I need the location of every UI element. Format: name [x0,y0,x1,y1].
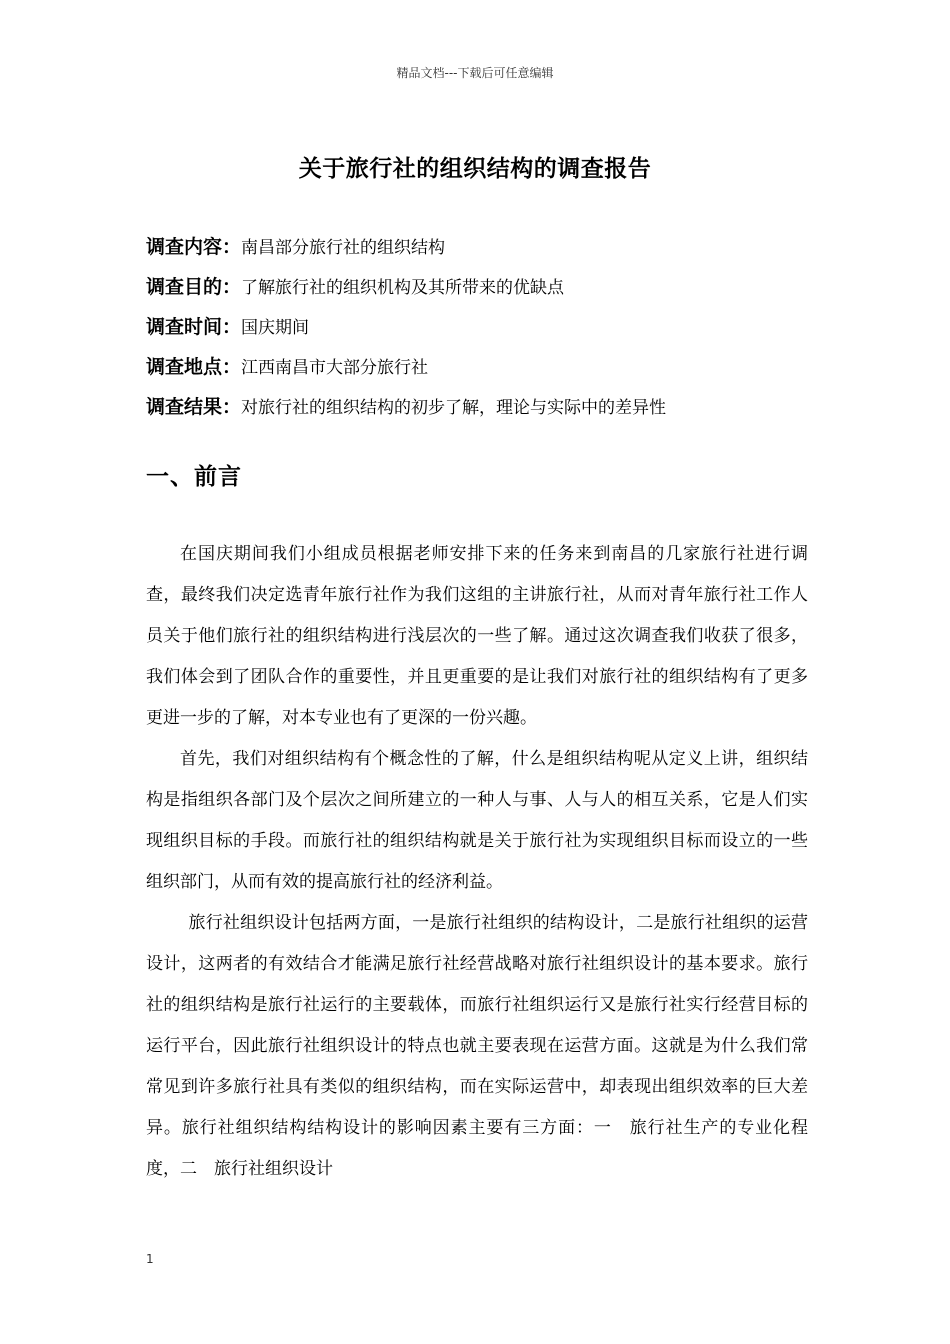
info-separator: ： [222,236,242,258]
info-label: 调查内容 [146,236,223,258]
info-separator: ： [222,276,242,298]
document-title: 关于旅行社的组织结构的调查报告 [298,156,652,182]
page-header-text: 精品文档---下载后可任意编辑 [396,66,554,80]
info-value: 国庆期间 [241,318,310,338]
paragraph: 首先，我们对组织结构有个概念性的了解，什么是组织结构呢从定义上讲，组织结构是指组织各部门及个层次之间所建立的一种人与事、人与人的相互关系，它是人们实现组织目标的手段。而旅行社的组织结构就是关于旅行社为实现组织目标而设立的一些组织部门，从而有效的提高旅行社的经济利益。 [146,749,808,892]
info-separator: ： [222,316,242,338]
info-value: 江西南昌市大部分旅行社 [241,358,429,378]
info-value: 南昌部分旅行社的组织结构 [241,238,446,258]
info-value: 对旅行社的组织结构的初步了解，理论与实际中的差异性 [241,398,667,418]
paragraph: 在国庆期间我们小组成员根据老师安排下来的任务来到南昌的几家旅行社进行调查，最终我们决定选青年旅行社作为我们这组的主讲旅行社，从而对青年旅行社工作人员关于他们旅行社的组织结构进行浅层次的一些了解。通过这次调查我们收获了很多，我们体会到了团队合作的重要性，并且更重要的是让我们对旅行社的组织结构有了更多更进一步的了解，对本专业也有了更深的一份兴趣。 [146,544,808,728]
info-separator: ： [222,396,242,418]
info-row-location [146,352,826,392]
info-value: 了解旅行社的组织机构及其所带来的优缺点 [241,278,565,298]
info-separator: ： [222,356,242,378]
info-row-result [146,392,826,432]
page-number: 1 [146,1252,154,1266]
info-label: 调查时间 [146,316,223,338]
info-label: 调查结果 [146,396,223,418]
body-text [146,534,808,1190]
info-label: 调查目的 [146,276,223,298]
survey-info-list [146,232,826,432]
info-row-content [146,232,826,272]
info-row-purpose [146,272,826,312]
section-heading-preface: 一、前言 [146,464,242,490]
info-label: 调查地点 [146,356,223,378]
info-row-time [146,312,826,352]
paragraph: 旅行社组织设计包括两方面，一是旅行社组织的结构设计，二是旅行社组织的运营设计，这两者的有效结合才能满足旅行社经营战略对旅行社组织设计的基本要求。旅行社的组织结构是旅行社运行的主要载体，而旅行社组织运行又是旅行社实行经营目标的运行平台，因此旅行社组织设计的特点也就主要表现在运营方面。这就是为什么我们常常见到许多旅行社具有类似的组织结构，而在实际运营中，却表现出组织效率的巨大差异。旅行社组织结构结构设计的影响因素主要有三方面：一 旅行社生产的专业化程度，二 旅行社组织设计 [146,913,808,1179]
